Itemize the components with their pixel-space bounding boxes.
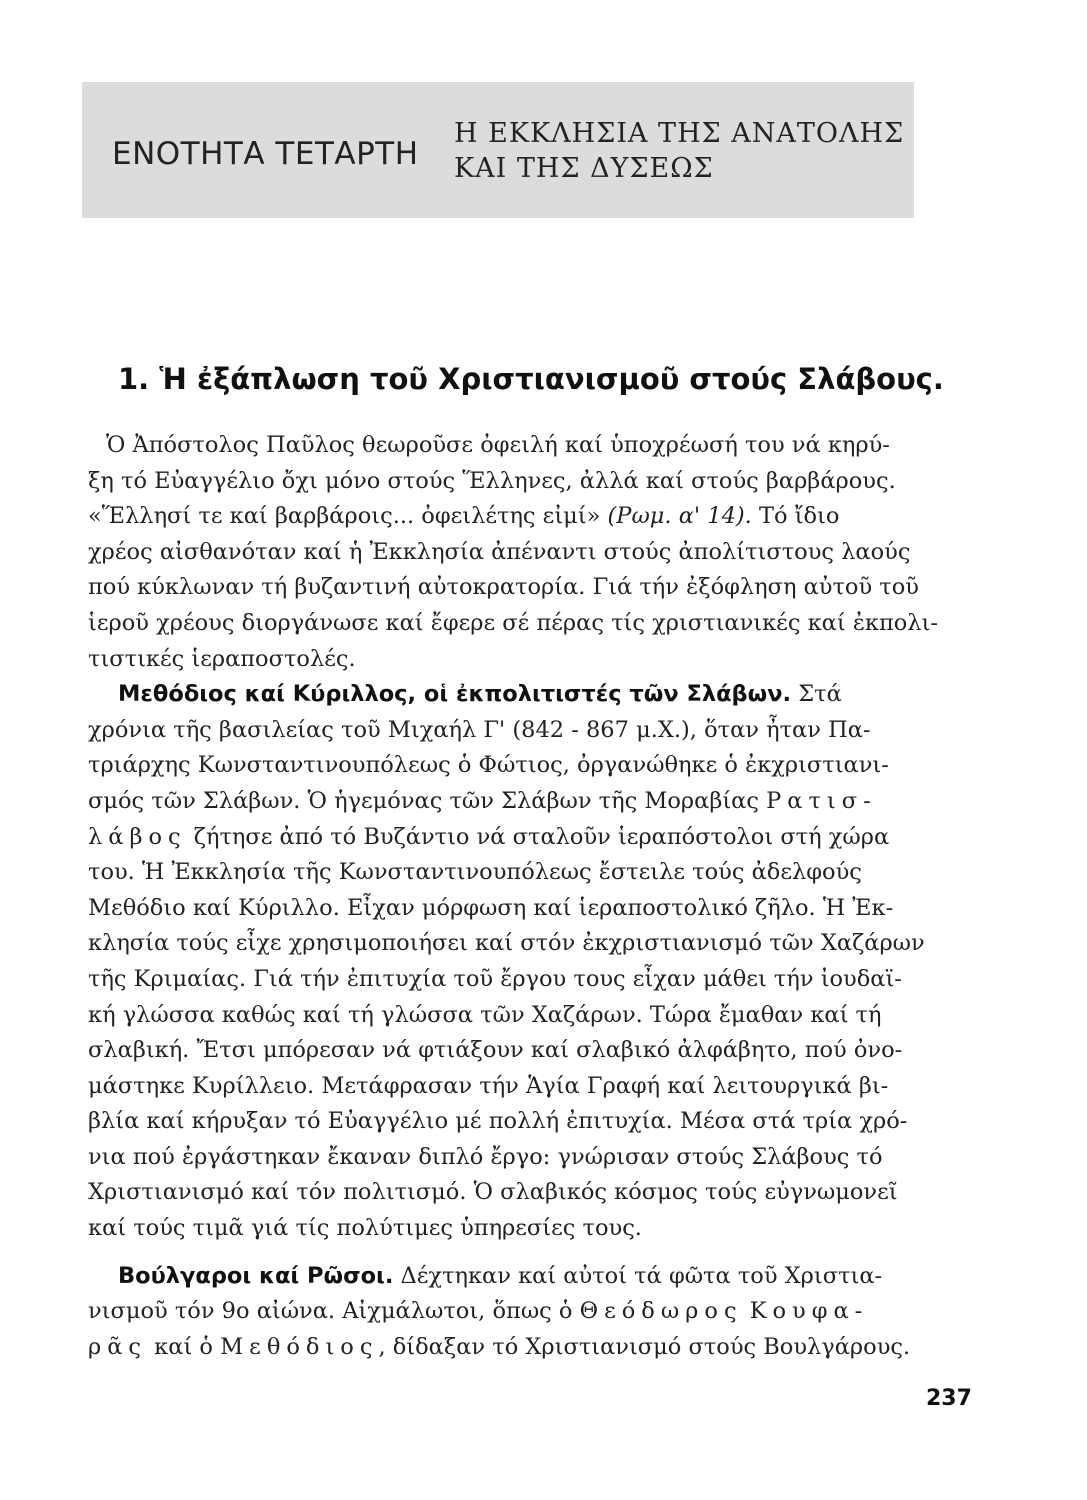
text-run: νισμοῦ τόν 9ο αἰώνα. Αἰχμάλωτοι, ὅπως ὁ [88,1298,580,1325]
text-line: καί τούς τιμᾶ γιά τίς πολύτιμες ὑπηρεσίες τους. [88,1215,642,1242]
unit-title-line-2: ΚΑΙ ΤΗΣ ΔΥΣΕΩΣ [454,153,714,184]
citation: (Ρωμ. α' 14). [607,503,752,530]
text-run: Δέχτηκαν καί αὐτοί τά φῶτα τοῦ Χριστια- [393,1262,883,1289]
text-line: σλαβική. Ἔτσι μπόρεσαν νά φτιάξουν καί σλαβικό ἀλφάβητο, πού ὀνο- [88,1037,903,1064]
spaced-name: λάβος [88,823,187,850]
text-line [88,1294,944,1330]
spaced-name: Ρατισ- [766,787,877,814]
paragraph-gap [88,1247,944,1259]
text-run: σμός τῶν Σλάβων. Ὁ ἡγεμόνας τῶν Σλάβων τῆς Μοραβίας [88,787,767,814]
text-line [88,1330,944,1366]
spaced-name: Θεόδωρος [579,1298,743,1325]
text-run: , δίδαξαν τό Χριστιανισμό στούς Βουλγάρους. [378,1333,911,1360]
text-run [743,1298,750,1324]
text-line: Χριστιανισμό καί τόν πολιτισμό. Ὁ σλαβικός κόσμος τούς εὐγνωμονεῖ [88,1179,898,1206]
text-line: κλησία τούς εἶχε χρησιμοποιήσει καί στόν ἐκχριστιανισμό τῶν Χαζάρων [88,930,925,957]
text-line: του. Ἡ Ἐκκλησία τῆς Κωνσταντινουπόλεως ἔστειλε τούς ἀδελφούς [88,859,862,886]
text-line: κή γλώσσα καθώς καί τή γλώσσα τῶν Χαζάρων. Τώρα ἔμαθαν καί τή [88,1001,882,1028]
text-line [88,820,944,856]
section-title: 1. Ἡ ἐξάπλωση τοῦ Χριστιανισμοῦ στούς Σλάβους. [118,362,944,396]
text-run: ζήτησε ἀπό τό Βυζάντιο νά σταλοῦν ἱεραπόστολοι στή χώρα [186,823,890,850]
page-number: 237 [926,1386,972,1411]
text-line: Μεθόδιο καί Κύριλλο. Εἶχαν μόρφωση καί ἱεραποστολικό ζῆλο. Ἡ Ἐκ- [88,894,894,921]
text-line: ξη τό Εὐαγγέλιο ὄχι μόνο στούς Ἕλληνες, ἀλλά καί στούς βαρβάρους. [88,467,896,494]
text-line: μάστηκε Κυρίλλειο. Μετάφρασαν τήν Ἁγία Γραφή καί λειτουργικά βι- [88,1072,889,1099]
text-line [88,499,944,535]
text-line: τῆς Κριμαίας. Γιά τήν ἐπιτυχία τοῦ ἔργου τους εἶχαν μάθει τήν ἰουδαϊ- [88,965,902,992]
spaced-name: Κουφα- [749,1298,869,1325]
unit-title-line-1: Η ΕΚΚΛΗΣΙΑ ΤΗΣ ΑΝΑΤΟΛΗΣ [454,118,905,149]
text-line: χρέος αἰσθανόταν καί ἡ Ἐκκλησία ἀπέναντι στούς ἀπολίτιστους λαούς [88,538,911,565]
text-line [88,1259,944,1295]
text-line: ἱεροῦ χρέους διοργάνωσε καί ἔφερε σέ πέρας τίς χριστιανικές καί ἐκπολι- [88,609,938,636]
text-line [88,784,944,820]
text-run: καί ὁ [147,1333,221,1360]
text-line: τιστικές ἱεραποστολές. [88,645,356,672]
text-line: βλία καί κήρυξαν τό Εὐαγγέλιο μέ πολλή ἐπιτυχία. Μέσα στά τρία χρό- [88,1108,908,1135]
quote-text: «Ἕλλησί τε καί βαρβάροις... ὀφειλέτης εἰμί» [88,503,608,530]
text-line: χρόνια τῆς βασιλείας τοῦ Μιχαήλ Γ' (842 - 867 μ.Χ.), ὅταν ἦταν Πα- [88,716,871,743]
text-line: νια πού ἐργάστηκαν ἔκαναν διπλό ἔργο: γνώρισαν στούς Σλάβους τό [88,1143,883,1170]
text-run: Στά [791,681,842,708]
paragraph-heading: Μεθόδιος καί Κύριλλος, οἱ ἐκπολιτιστές τῶν Σλάβων. [118,681,792,708]
body-text [88,428,944,1365]
text-line [88,677,944,713]
unit-label: ΕΝΟΤΗΤΑ ΤΕΤΑΡΤΗ [112,136,419,172]
text-line: πού κύκλωναν τή βυζαντινή αὐτοκρατορία. Γιά τήν ἐξόφληση αὐτοῦ τοῦ [88,574,919,601]
unit-header-band [82,82,914,218]
spaced-name: ρᾶς [88,1333,148,1360]
text-line: τριάρχης Κωνσταντινουπόλεως ὁ Φώτιος, ὀργανώθηκε ὁ ἐκχριστιανι- [88,752,889,779]
text-line: Ὁ Ἀπόστολος Παῦλος θεωροῦσε ὀφειλή καί ὑποχρέωσή του νά κηρύ- [106,432,890,458]
spaced-name: Μεθόδιος [220,1333,379,1360]
text-run: Τό ἴδιο [751,503,840,530]
paragraph-heading: Βούλγαροι καί Ρῶσοι. [118,1262,394,1289]
unit-title [454,116,904,186]
